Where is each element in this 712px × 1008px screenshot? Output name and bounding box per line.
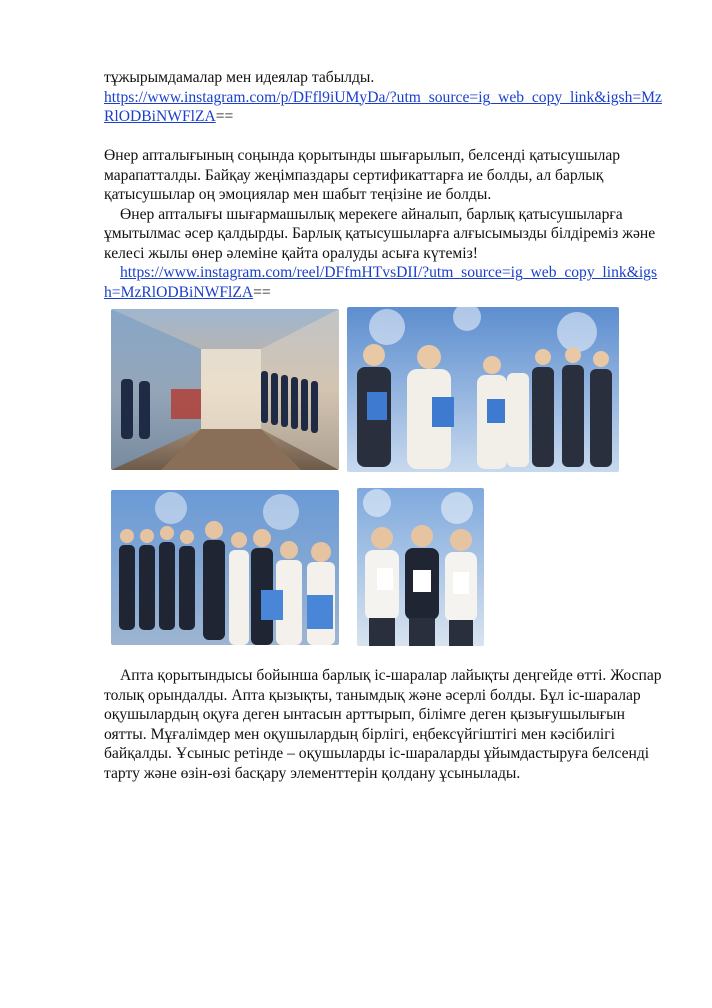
photo-three-children <box>357 488 484 646</box>
photo-group-certificates <box>111 490 339 645</box>
paragraph-thanks: Өнер апталығы шығармашылық мерекеге айналып, барлық қатысушыларға ұмытылмас әсер қалдырды. Барлық қатысушыларға алғысымызды білдіреміз және келесі жылы өнер әлеміне қайта оралуды асыға күтеміз! <box>104 205 656 262</box>
paragraph-conclusion: Апта қорытындысы бойынша барлық іс-шаралар лайықты деңгейде өтті. Жоспар толық орындалды. Апта қызықты, танымдық және әсерлі болды. Бұл іс-шаралар оқушылардың оқуға деген ынтасын арттырып, білімге деген қызығушылығын оятты. Мұғалімдер мен оқушылардың бірлігі, еңбексүйгіштігі мен кәсібилігі байқалды. Ұсыныс ретінде – оқушыларды іс-шараларды ұйымдастыруға белсенді тарту және өзін-өзі басқару элементтерін қолдану ұсынылады. <box>104 667 662 782</box>
photo-girls-certificates <box>347 307 619 472</box>
bottom-text-block <box>104 666 664 783</box>
link-1-suffix: == <box>215 108 234 125</box>
top-text-block <box>104 68 664 127</box>
instagram-link-2[interactable]: https://www.instagram.com/reel/DFfmHTvsDII/?utm_source=ig_web_copy_link&igsh=MzRlODBiNWFlZA <box>104 264 658 301</box>
link-2-suffix: == <box>253 283 271 301</box>
middle-text-block <box>104 146 664 302</box>
instagram-link-1[interactable]: https://www.instagram.com/p/DFfl9iUMyDa/?utm_source=ig_web_copy_link&igsh=MzRlODBiNWFlZA <box>104 88 662 125</box>
paragraph-awards: Өнер апталығының соңында қорытынды шығарылып, белсенді қатысушылар марапатталды. Байқау жеңімпаздары сертификаттарға ие болды, ал барлық қатысушылар оң эмоциялар мен шабыт теңізіне ие болды. <box>104 147 621 203</box>
intro-line: тұжырымдамалар мен идеялар табылды. <box>104 69 375 86</box>
instagram-link-1-line <box>104 88 664 127</box>
instagram-link-2-line <box>104 263 664 302</box>
photo-hallway-assembly <box>111 309 339 470</box>
